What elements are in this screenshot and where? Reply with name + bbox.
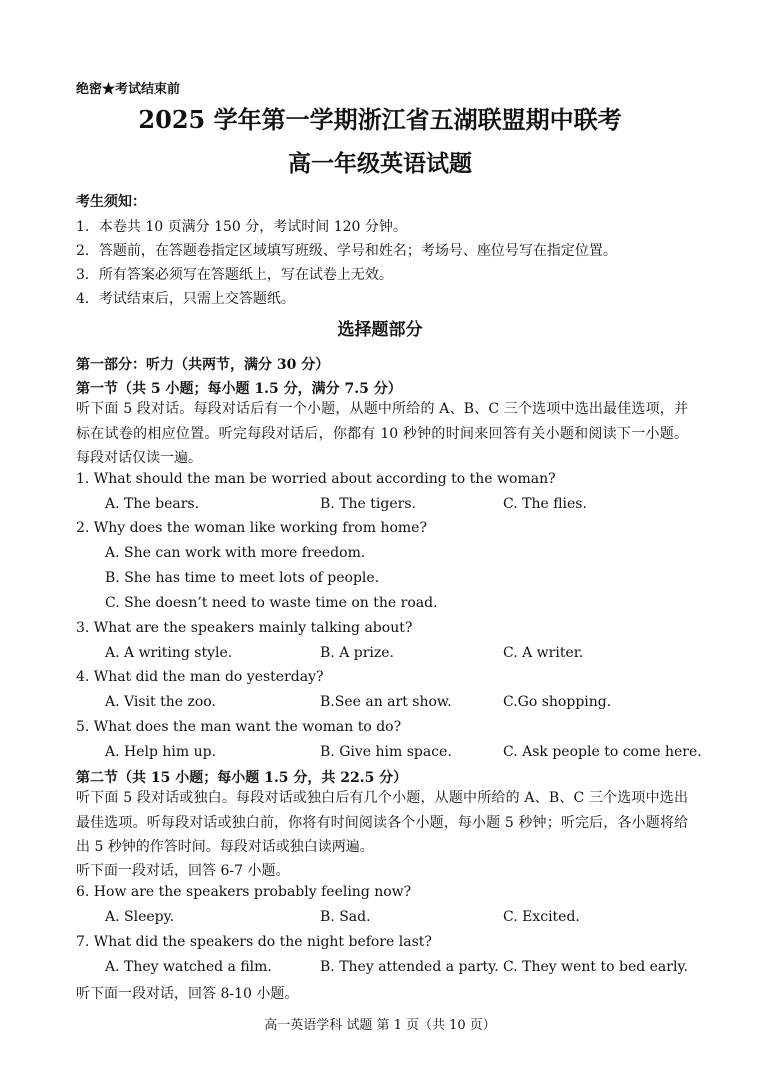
option-a: A. Help him up. (105, 744, 217, 760)
option-b: B. A prize. (320, 645, 394, 661)
question-stem: 2. Why does the woman like working from home? (76, 520, 427, 536)
question-stem: 4. What did the man do yesterday? (76, 669, 324, 685)
option-a: A. Sleepy. (105, 909, 175, 925)
confidential-label: 绝密★考试结束前 (76, 82, 181, 97)
option-b: B. Give him space. (320, 744, 452, 760)
option-b: B. The tigers. (320, 496, 416, 512)
option-c: C. Ask people to come here. (503, 744, 702, 760)
option-c: C. They went to bed early. (503, 959, 688, 975)
notice-item: 2．答题前，在答题卷指定区域填写班级、学号和姓名；考场号、座位号写在指定位置。 (76, 243, 617, 259)
option-b: B. She has time to meet lots of people. (105, 570, 380, 586)
option-c: C.Go shopping. (503, 694, 612, 710)
exam-subtitle: 高一年级英语试题 (288, 150, 472, 177)
section-title: 选择题部分 (337, 320, 423, 340)
question-stem: 5. What does the man want the woman to do? (76, 719, 402, 735)
option-b: B. They attended a party. (320, 959, 499, 975)
exam-title: 2025 学年第一学期浙江省五湖联盟期中联考 (138, 105, 622, 134)
notice-heading: 考生须知： (76, 194, 146, 210)
question-stem: 1. What should the man be worried about according to the woman? (76, 471, 556, 487)
dialogue-instruction: 听下面一段对话，回答 6-7 小题。 (76, 863, 290, 879)
notice-item: 1．本卷共 10 页满分 150 分，考试时间 120 分钟。 (76, 219, 407, 235)
option-a: A. They watched a film. (105, 959, 272, 975)
notice-item: 3．所有答案必须写在答题纸上，写在试卷上无效。 (76, 267, 393, 283)
option-b: B. Sad. (320, 909, 371, 925)
section1-instructions: 听下面 5 段对话。每段对话后有一个小题，从题中所给的 A、B、C 三个选项中选出最佳选项，并标在试卷的相应位置。听完每段对话后，你都有 10 秒钟的时间来回答有关小题和阅读下一小题。每段对话仅读一遍。 (76, 401, 688, 466)
question-stem: 6. How are the speakers probably feeling now? (76, 884, 412, 900)
section1-heading: 第一节（共 5 小题；每小题 1.5 分，满分 7.5 分） (76, 381, 402, 397)
option-a: A. Visit the zoo. (105, 694, 216, 710)
option-c: C. The flies. (503, 496, 587, 512)
question-stem: 3. What are the speakers mainly talking about? (76, 620, 413, 636)
section2-instructions: 听下面 5 段对话或独白。每段对话或独白后有几个小题，从题中所给的 A、B、C 三个选项中选出最佳选项。听每段对话或独白前，你将有时间阅读各个小题，每小题 5 秒钟；听完后，各小题将给出 5 秒钟的作答时间。每段对话或独白读两遍。 (76, 790, 688, 855)
question-stem: 7. What did the speakers do the night before last? (76, 934, 432, 950)
option-a: A. She can work with more freedom. (105, 545, 366, 561)
part1-heading: 第一部分：听力（共两节，满分 30 分） (76, 357, 330, 373)
option-c: C. She doesn’t need to waste time on the road. (105, 595, 438, 611)
option-c: C. Excited. (503, 909, 580, 925)
page-footer: 高一英语学科 试题 第 1 页（共 10 页） (264, 1018, 496, 1033)
option-b: B.See an art show. (320, 694, 452, 710)
option-a: A. The bears. (105, 496, 200, 512)
option-a: A. A writing style. (105, 645, 233, 661)
option-c: C. A writer. (503, 645, 584, 661)
dialogue-instruction: 听下面一段对话，回答 8-10 小题。 (76, 986, 299, 1002)
notice-item: 4．考试结束后，只需上交答题纸。 (76, 291, 295, 307)
section2-heading: 第二节（共 15 小题；每小题 1.5 分，共 22.5 分） (76, 770, 408, 786)
